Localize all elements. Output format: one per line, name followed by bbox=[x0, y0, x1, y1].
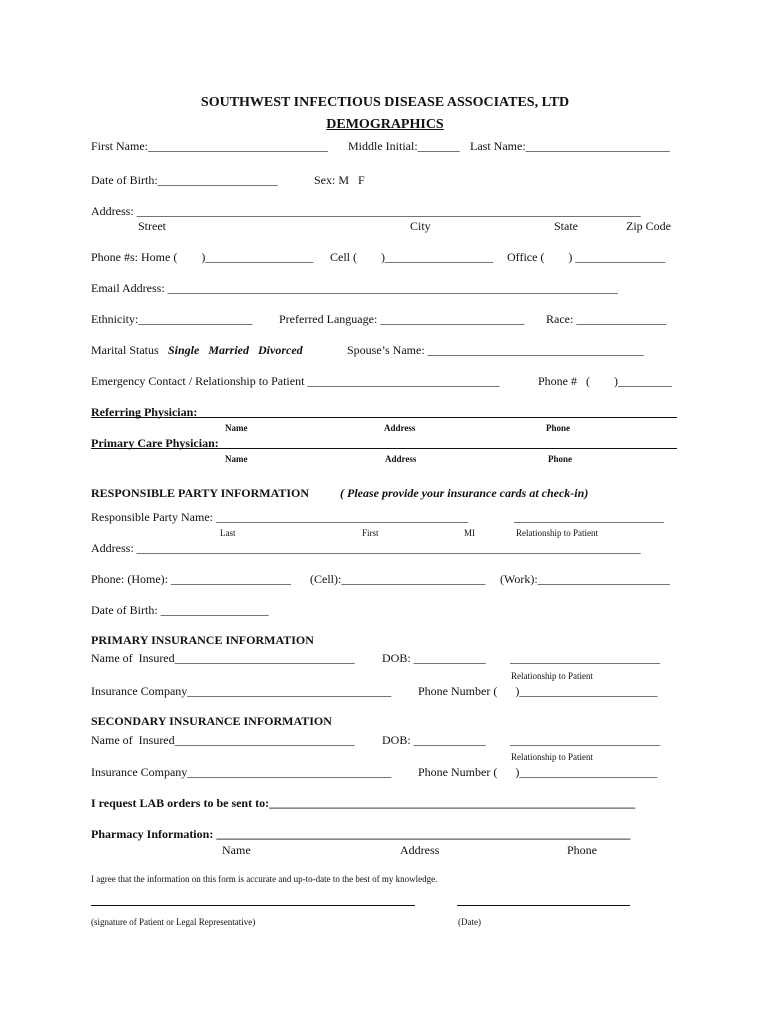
secondary-insurance-heading: SECONDARY INSURANCE INFORMATION bbox=[91, 714, 332, 728]
pharmacy-name-caption: Name bbox=[222, 843, 251, 857]
spouse-name-field[interactable]: Spouse’s Name: ____________________________________ bbox=[347, 343, 644, 357]
referring-phone-caption: Phone bbox=[546, 423, 571, 433]
secondary-insured-dob-field[interactable]: DOB: ____________ bbox=[382, 733, 486, 747]
referring-physician-line[interactable] bbox=[91, 417, 677, 418]
pharmacy-address-caption: Address bbox=[400, 843, 440, 857]
primary-insured-name-field[interactable]: Name of Insured______________________________ bbox=[91, 651, 355, 665]
marital-status-options[interactable]: Single Married Divorced bbox=[168, 343, 303, 357]
signature-caption: (signature of Patient or Legal Representative) bbox=[91, 917, 256, 927]
address-zip-caption: Zip Code bbox=[626, 219, 671, 233]
pharmacy-information-field[interactable]: Pharmacy Information: _____________________________________________________________________ bbox=[91, 827, 631, 841]
agreement-statement: I agree that the information on this form is accurate and up-to-date to the best of my knowledge. bbox=[91, 874, 438, 884]
company-name: SOUTHWEST INFECTIOUS DISEASE ASSOCIATES, LTD bbox=[200, 95, 570, 110]
primary-care-physician-label: Primary Care Physician: bbox=[91, 436, 219, 450]
primary-relationship-caption: Relationship to Patient bbox=[511, 671, 593, 681]
responsible-last-caption: Last bbox=[220, 528, 236, 538]
primary-insurance-phone-field[interactable]: Phone Number ( )_______________________ bbox=[418, 684, 658, 698]
responsible-party-heading: RESPONSIBLE PARTY INFORMATION bbox=[91, 486, 310, 500]
marital-status-label: Marital Status bbox=[91, 343, 159, 357]
responsible-relationship-caption: Relationship to Patient bbox=[516, 528, 598, 538]
ethnicity-field[interactable]: Ethnicity:___________________ bbox=[91, 312, 253, 326]
address-field[interactable]: Address: ____________________________________________________________________________________ bbox=[91, 204, 641, 218]
primary-insurance-company-field[interactable]: Insurance Company__________________________________ bbox=[91, 684, 392, 698]
secondary-insured-name-field[interactable]: Name of Insured______________________________ bbox=[91, 733, 355, 747]
emergency-phone-field[interactable]: Phone # ( )_________ bbox=[538, 374, 672, 388]
referring-name-caption: Name bbox=[225, 423, 248, 433]
responsible-home-phone-field[interactable]: Phone: (Home): ____________________ bbox=[91, 572, 291, 586]
pcp-phone-caption: Phone bbox=[548, 454, 573, 464]
primary-insured-dob-field[interactable]: DOB: ____________ bbox=[382, 651, 486, 665]
referring-physician-label: Referring Physician: bbox=[91, 405, 198, 419]
date-caption: (Date) bbox=[458, 917, 481, 927]
address-street-caption: Street bbox=[138, 219, 166, 233]
middle-initial-field[interactable]: Middle Initial:_______ bbox=[348, 139, 460, 153]
email-field[interactable]: Email Address: ___________________________________________________________________________ bbox=[91, 281, 618, 295]
primary-relationship-field[interactable]: _________________________ bbox=[510, 651, 660, 665]
secondary-insurance-phone-field[interactable]: Phone Number ( )_______________________ bbox=[418, 765, 658, 779]
responsible-first-caption: First bbox=[362, 528, 379, 538]
address-city-caption: City bbox=[410, 219, 431, 233]
last-name-field[interactable]: Last Name:________________________ bbox=[470, 139, 670, 153]
emergency-contact-field[interactable]: Emergency Contact / Relationship to Patient ________________________________ bbox=[91, 374, 500, 388]
primary-insurance-heading: PRIMARY INSURANCE INFORMATION bbox=[91, 633, 314, 647]
secondary-relationship-field[interactable]: _________________________ bbox=[510, 733, 660, 747]
responsible-party-name-field[interactable]: Responsible Party Name: __________________________________________ bbox=[91, 510, 468, 524]
cell-phone-field[interactable]: Cell ( )__________________ bbox=[330, 250, 493, 264]
home-phone-field[interactable]: Phone #s: Home ( )__________________ bbox=[91, 250, 314, 264]
first-name-field[interactable]: First Name:______________________________ bbox=[91, 139, 328, 153]
signature-line[interactable] bbox=[91, 905, 415, 906]
form-title: DEMOGRAPHICS bbox=[326, 117, 444, 132]
lab-orders-field[interactable]: I request LAB orders to be sent to:_____________________________________________________________ bbox=[91, 796, 636, 810]
primary-care-physician-line[interactable] bbox=[91, 448, 677, 449]
date-line[interactable] bbox=[457, 905, 630, 906]
secondary-relationship-caption: Relationship to Patient bbox=[511, 752, 593, 762]
responsible-party-relationship-field[interactable]: _________________________ bbox=[514, 510, 664, 524]
responsible-work-phone-field[interactable]: (Work):______________________ bbox=[500, 572, 670, 586]
insurance-card-note: ( Please provide your insurance cards at check-in) bbox=[340, 486, 589, 500]
sex-field[interactable]: Sex: M F bbox=[314, 173, 365, 187]
secondary-insurance-company-field[interactable]: Insurance Company__________________________________ bbox=[91, 765, 392, 779]
race-field[interactable]: Race: _______________ bbox=[546, 312, 667, 326]
pcp-name-caption: Name bbox=[225, 454, 248, 464]
pcp-address-caption: Address bbox=[385, 454, 417, 464]
referring-address-caption: Address bbox=[384, 423, 416, 433]
responsible-address-field[interactable]: Address: ____________________________________________________________________________________ bbox=[91, 541, 641, 555]
responsible-mi-caption: MI bbox=[464, 528, 475, 538]
responsible-dob-field[interactable]: Date of Birth: __________________ bbox=[91, 603, 269, 617]
address-state-caption: State bbox=[554, 219, 578, 233]
preferred-language-field[interactable]: Preferred Language: ________________________ bbox=[279, 312, 525, 326]
responsible-cell-phone-field[interactable]: (Cell):________________________ bbox=[310, 572, 486, 586]
date-of-birth-field[interactable]: Date of Birth:____________________ bbox=[91, 173, 278, 187]
office-phone-field[interactable]: Office ( ) _______________ bbox=[507, 250, 666, 264]
pharmacy-phone-caption: Phone bbox=[567, 843, 597, 857]
